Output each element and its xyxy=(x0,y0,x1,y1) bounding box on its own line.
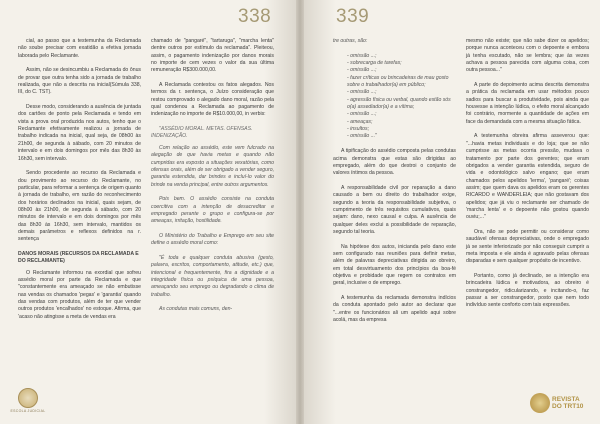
paragraph: A Reclamada contestou os fatos alegados. Nos termos da r. sentença, o Juízo consideração que restou comprovado o alegado dano moral, razão pela qual condenou a Reclamada ao pagamento de indenização no importe de R$10.000,00, in verbis: xyxy=(151,82,274,118)
revista-emblem-icon xyxy=(530,393,550,413)
list-item: - omissão ...; xyxy=(347,89,377,96)
quote-list xyxy=(333,53,456,141)
paragraph: mesmo não existe; que não sabe dizer os apelidos; porque nunca aconteceu com o depoente e embora já tenha escutado, não se lembra; que às vezes achava a pessoa parecida com alguma coisa, com outra pessoa..." xyxy=(466,38,589,74)
paragraph: cial, ao passo que a testemunha da Reclamada não soube precisar com exatidão a efetiva jornada laborada pelo Reclamante. xyxy=(18,38,141,59)
paragraph: A tipificação do assédio composta pelas condutas acima demonstra que estas são dirigidas ao empregado, além do que destroi o conjunto de valores íntimos da pessoa. xyxy=(333,148,456,177)
paragraph: Portanto, como já declinado, se a intenção era brincadeira lúdica e motivadora, ao obreiro é constrangedor, ridicularizando, e incitando-o, faz passar a ser constrangedor, posto que nem todo indivíduo sente conforto com tais expressões. xyxy=(466,273,589,309)
paragraph: A responsabilidade civil por reparação a dano causado a bem ou direito do trabalhador exige, segundo a teoria da responsabilidade subjetiva, o cumprimento de três requisitos cumulativos, quais sejam: dano, nexo causal e culpa. A ausência de qualquer deles exclui a possibilidade de reparação, segundo tal teoria. xyxy=(333,184,456,235)
paragraph: O Reclamante informou na exordial que sofreu assédio moral por parte da Reclamada e que "constantemente era ameaçado se não embutisse nas vendas os chamados 'pegas' e 'garantia' quando das vendas com produtos, além de ter que vender outros produtos 'encalhados' no estoque. Afirma, que 'acaso não atingisse a meta de vendas era xyxy=(18,269,141,320)
list-item: - omissão ...; xyxy=(347,111,377,118)
list-item: - insultos; xyxy=(347,126,369,133)
revista-trt10-logo xyxy=(530,386,592,420)
paragraph: Desse modo, considerando a ausência de juntada dos cartões de ponto pela Reclamada e tendo em vista a prova oral produzida nos autos, tenho que o Reclamante efetivamente realizou a jornada de trabalho indicada na inicial, qual seja, de 08h00 às 21h00, de segunda à sábado, com 20 minutos de intervalo e em dois domingos por mês das 8h30 às 16h30, sem intervalo. xyxy=(18,104,141,162)
left-column-1 xyxy=(18,38,141,328)
list-item: - omissão ..." xyxy=(347,133,377,140)
right-column-2 xyxy=(466,38,589,332)
escola-judicial-logo xyxy=(8,388,48,418)
logo-caption: ESCOLA JUDICIAL xyxy=(10,409,46,413)
paragraph: Sendo procedente ao recurso da Reclamada e dou provimento ao recurso do Reclamante, no particular, para reformar a sentença de origem quanto à jornada de trabalho, em razão do reconhecimento dos horários declinados na inicial, quais sejam, de 08h00 às 21h00, de segunda à sábado, com 20 minutos de intervalo e em dois domingos por mês das 8h30 às 16h30, sem intervalo, mantidos os demais parâmetros e reflexos definidos na r. sentença xyxy=(18,170,141,243)
list-item: - sobrecarga de tarefas; xyxy=(347,60,402,67)
seal-icon xyxy=(18,388,38,408)
logo-text xyxy=(552,396,583,410)
logo-text-line2: DO TRT10 xyxy=(552,403,584,410)
right-column-1 xyxy=(333,38,456,332)
quote-paragraph: O Ministério do Trabalho e Emprego em seu site define o assédio moral como: xyxy=(151,232,274,247)
paragraph: Ora, não se pode permitir ou considerar como saudável ofensas depreciativas, onde o empregado já se sente inferiorizado por não conseguir cumprir a meta imposta e ele ainda é agravado pelas ofensas disparadas e sem qualquer propósito de incentivo. xyxy=(466,228,589,265)
list-item: - agressão física ou verbal, quando estão sós o(a) assediador(a) e a vítima; xyxy=(347,96,451,111)
paragraph: A testemunha da reclamada demonstra indícios da conduta apontado pelo autor ao declarar que "...entre os funcionários ali um apelido aqui sobre acolá, mas da empresa xyxy=(333,295,456,324)
list-item: - omissão ...; xyxy=(347,67,377,74)
quote-paragraph: "É toda e qualquer conduta abusiva (gesto, palavra, escritos, comportamento, atitude, etc.) que, intencional e frequentemente, fira a dignidade e a integridade física ou psíquica de uma pessoa, ameaçando seu emprego ou degradando o clima de trabalho. xyxy=(151,254,274,298)
page-number-right: 339 xyxy=(336,6,370,27)
list-item: - omissão ...; xyxy=(347,52,377,59)
paragraph: chamado de "pangaré", "tartaruga", "marcha lenta" dentre outros por estímulo da reclamada". Pleiteou, assim, o pagamento indenização por danos morais no importe de cem vezes o valor da sua última remuneração R$300.000,00. xyxy=(151,38,274,74)
quote-paragraph: Pois bem. O assédio consiste na conduta coercitiva com a intenção de desacreditar e empregado perante o grupo e configura-se por ameaças, irritação, hostilidade. xyxy=(151,196,274,225)
left-column-2 xyxy=(151,38,274,328)
page-number-left: 338 xyxy=(238,6,272,27)
section-heading: DANOS MORAIS (RECURSOS DA RECLAMADA E DO RECLAMANTE) xyxy=(18,250,139,265)
quote-heading: "ASSÉDIO MORAL. METAS. OFENSAS. INDENIZAÇÃO. xyxy=(151,126,253,140)
paragraph: A parte do depoimento acima descrita demonstra a prática da reclamada em usar métodos pouco sadios para buscar a produtividade, pois ainda que houvesse a intenção lúdica, o efeito moral alcançado foi contrário, mormente a quantidade de ações em face da demandada com a mesma situação fática. xyxy=(466,82,589,125)
book-gutter xyxy=(296,0,304,424)
paragraph: Na hipótese dos autos, inicianda pelo dano este sem configurado nas reuniões para definir metas, além de palavras depreciativas dirigida ao obreiro, em total desvirtuamento dos princípios da boa-fé objetiva e probidade que regem os contratos em geral, inclusive o de emprego. xyxy=(333,243,456,287)
paragraph: Assim, não se desincumbiu a Reclamada do ônus de provar que outra tenha sido a jornada de trabalho realizada, que não a descrita na inicial(Súmula 338, III, do C. TST). xyxy=(18,67,141,96)
list-item: - fazer críticas ou brincadeiras de mau gosto sobre o trabalhador(a) em público; xyxy=(347,74,449,89)
left-page-columns xyxy=(18,38,274,328)
quote-paragraph: tre outras, são: xyxy=(333,38,368,44)
right-page xyxy=(300,0,600,424)
list-item: - ameaças; xyxy=(347,118,373,125)
quote-paragraph: As condutas mais comuns, den- xyxy=(159,306,233,313)
quote-paragraph: Com relação ao assédio, este vem fulcrado na alegação de que havia metas e quando não cumpridas era exposto a situações vexatórias, como ofensas orais, além de ser obrigado a vender seguro, garantia estendida, dar brindes e incluí-lo valor do brinde na venda principal, entre outros argumentos. xyxy=(151,144,274,188)
right-page-columns xyxy=(333,38,589,332)
logo-text-line1: REVISTA xyxy=(552,396,580,403)
paragraph: A testemunha obreira afirma asseverou que: "...havia metas individuais e do loja; que se não cumprisse as metas ocorria pressão, mudava o tratamento por parte dos gerentes; que eram obrigados a vender garantia estendida, seguro de vida e odontológico salvo engano; que eram chamados pelos apelidos 'lerma', 'pangaré'; coisas assim; que quem dava os apelidos eram os gerentes RICARDO e WANDERLEIA; que não gostavam dos apelidos; que já viu o reclamante ser chamado de 'marcha lenta' e o depoente não gostou quando ouviu;..." xyxy=(466,133,589,221)
